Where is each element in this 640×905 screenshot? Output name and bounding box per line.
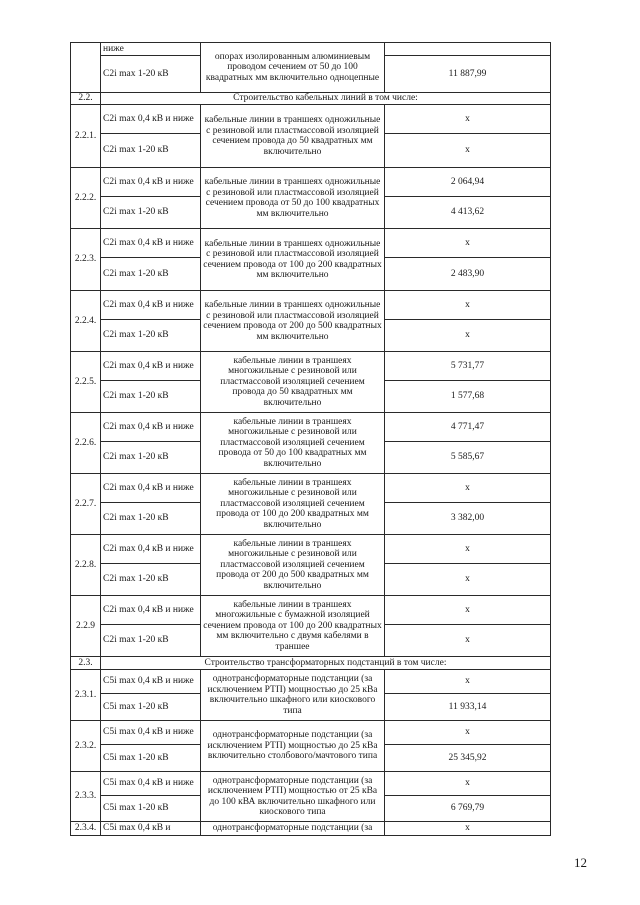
value-cell: x: [385, 564, 551, 596]
category-cell: C5i max 0,4 кВ и: [101, 822, 201, 836]
category-cell: C5i max 0,4 кВ и ниже: [101, 670, 201, 694]
value-cell: x: [385, 596, 551, 625]
category-cell: C5i max 1-20 кВ: [101, 694, 201, 721]
row-number-cell: [71, 43, 101, 93]
category-cell: C2i max 0,4 кВ и ниже: [101, 535, 201, 564]
value-cell: x: [385, 772, 551, 796]
section-title: Строительство трансформаторных подстанций в том числе:: [101, 657, 551, 670]
category-cell: C2i max 1-20 кВ: [101, 134, 201, 168]
table-row: [71, 822, 551, 836]
tariff-table: [70, 42, 551, 836]
category-cell: C2i max 1-20 кВ: [101, 503, 201, 535]
table-row: [71, 535, 551, 564]
value-cell: 4 771,47: [385, 413, 551, 442]
category-cell: C2i max 1-20 кВ: [101, 258, 201, 291]
value-cell: x: [385, 822, 551, 836]
value-cell: 1 577,68: [385, 381, 551, 413]
row-number-cell: 2.2.7.: [71, 474, 101, 535]
category-cell: C2i max 0,4 кВ и ниже: [101, 413, 201, 442]
description-cell: кабельные линии в траншеях многожильные с резиновой или пластмассовой изоляцией сечением провода до 50 квадратных мм включительно: [201, 352, 385, 413]
table-row: [71, 670, 551, 694]
category-cell: C2i max 0,4 кВ и ниже: [101, 168, 201, 197]
value-cell: 25 345,92: [385, 745, 551, 772]
row-number-cell: 2.2.3.: [71, 229, 101, 291]
description-cell: однотрансформаторные подстанции (за: [201, 822, 385, 836]
category-cell: C2i max 0,4 кВ и ниже: [101, 352, 201, 381]
value-cell: x: [385, 134, 551, 168]
value-cell: x: [385, 291, 551, 320]
value-cell: x: [385, 474, 551, 503]
row-number-cell: 2.3.2.: [71, 721, 101, 772]
category-cell: C2i max 0,4 кВ и ниже: [101, 229, 201, 258]
category-cell: C2i max 1-20 кВ: [101, 442, 201, 474]
table-row: [71, 474, 551, 503]
description-cell: кабельные линии в траншеях одножильные с резиновой или пластмассовой изоляцией сечением провода от 50 до 100 квадратных мм включительно: [201, 168, 385, 229]
value-cell: 5 585,67: [385, 442, 551, 474]
description-cell: кабельные линии в траншеях многожильные с резиновой или пластмассовой изоляцией сечением провода от 50 до 100 квадратных мм включительно: [201, 413, 385, 474]
table-row: [71, 168, 551, 197]
row-number-cell: 2.2.2.: [71, 168, 101, 229]
section-title: Строительство кабельных линий в том числе:: [101, 93, 551, 105]
table-row: [71, 352, 551, 381]
row-number-cell: 2.3.1.: [71, 670, 101, 721]
section-number: 2.3.: [71, 657, 101, 670]
value-cell: x: [385, 721, 551, 745]
value-cell: x: [385, 229, 551, 258]
row-number-cell: 2.2.1.: [71, 105, 101, 168]
description-cell: кабельные линии в траншеях одножильные с резиновой или пластмассовой изоляцией сечением провода до 50 квадратных мм включительно: [201, 105, 385, 168]
description-cell: кабельные линии в траншеях многожильные с резиновой или пластмассовой изоляцией сечением провода от 100 до 200 квадратных мм включительно: [201, 474, 385, 535]
row-number-cell: 2.2.4.: [71, 291, 101, 352]
section-number: 2.2.: [71, 93, 101, 105]
row-number-cell: 2.2.8.: [71, 535, 101, 596]
category-cell: C2i max 0,4 кВ и ниже: [101, 105, 201, 134]
description-cell: однотрансформаторные подстанции (за исключением РТП) мощностью от 25 кВа до 100 кВА включительно шкафного или киоскового типа: [201, 772, 385, 822]
value-cell: 2 483,90: [385, 258, 551, 291]
value-cell: 2 064,94: [385, 168, 551, 197]
value-cell: 4 413,62: [385, 197, 551, 229]
value-cell: 11 933,14: [385, 694, 551, 721]
table-row: [71, 596, 551, 625]
description-cell: кабельные линии в траншеях многожильные с резиновой или пластмассовой изоляцией сечением провода от 200 до 500 квадратных мм включительно: [201, 535, 385, 596]
table-row: [71, 105, 551, 134]
value-cell: x: [385, 535, 551, 564]
category-cell: C2i max 0,4 кВ и ниже: [101, 596, 201, 625]
category-cell: C5i max 1-20 кВ: [101, 796, 201, 822]
table-row: [71, 291, 551, 320]
row-number-cell: 2.2.6.: [71, 413, 101, 474]
category-cell: C2i max 1-20 кВ: [101, 625, 201, 657]
description-cell: кабельные линии в траншеях одножильные с резиновой или пластмассовой изоляцией сечением провода от 200 до 500 квадратных мм включительно: [201, 291, 385, 352]
category-cell: ниже: [101, 43, 201, 56]
table-row: [71, 229, 551, 258]
value-cell: 3 382,00: [385, 503, 551, 535]
category-cell: C2i max 1-20 кВ: [101, 56, 201, 93]
category-cell: C5i max 0,4 кВ и ниже: [101, 721, 201, 745]
page-number: 12: [574, 855, 587, 870]
row-number-cell: 2.2.9: [71, 596, 101, 657]
table-row: [71, 413, 551, 442]
category-cell: C5i max 1-20 кВ: [101, 745, 201, 772]
row-number-cell: 2.3.3.: [71, 772, 101, 822]
value-cell: x: [385, 105, 551, 134]
category-cell: C2i max 1-20 кВ: [101, 564, 201, 596]
row-number-cell: 2.3.4.: [71, 822, 101, 836]
value-cell: 11 887,99: [385, 56, 551, 93]
description-cell: опорах изолированным алюминиевым проводом сечением от 50 до 100 квадратных мм включительно одноцепные: [201, 43, 385, 93]
value-cell: x: [385, 320, 551, 352]
value-cell: 6 769,79: [385, 796, 551, 822]
category-cell: C2i max 0,4 кВ и ниже: [101, 474, 201, 503]
table-row: [71, 721, 551, 745]
category-cell: C2i max 1-20 кВ: [101, 381, 201, 413]
description-cell: кабельные линии в траншеях многожильные с бумажной изоляцией сечением провода от 100 до 200 квадратных мм включительно с двумя кабелями в траншее: [201, 596, 385, 657]
description-cell: однотрансформаторные подстанции (за исключением РТП) мощностью до 25 кВа включительно шкафного или киоскового типа: [201, 670, 385, 721]
category-cell: C5i max 0,4 кВ и ниже: [101, 772, 201, 796]
description-cell: кабельные линии в траншеях одножильные с резиновой или пластмассовой изоляцией сечением провода от 100 до 200 квадратных мм включительно: [201, 229, 385, 291]
table-row: [71, 772, 551, 796]
category-cell: C2i max 1-20 кВ: [101, 197, 201, 229]
value-cell: x: [385, 670, 551, 694]
category-cell: C2i max 1-20 кВ: [101, 320, 201, 352]
value-cell: [385, 43, 551, 56]
description-cell: однотрансформаторные подстанции (за исключением РТП) мощностью до 25 кВа включительно столбового/мачтового типа: [201, 721, 385, 772]
value-cell: 5 731,77: [385, 352, 551, 381]
row-number-cell: 2.2.5.: [71, 352, 101, 413]
value-cell: x: [385, 625, 551, 657]
category-cell: C2i max 0,4 кВ и ниже: [101, 291, 201, 320]
